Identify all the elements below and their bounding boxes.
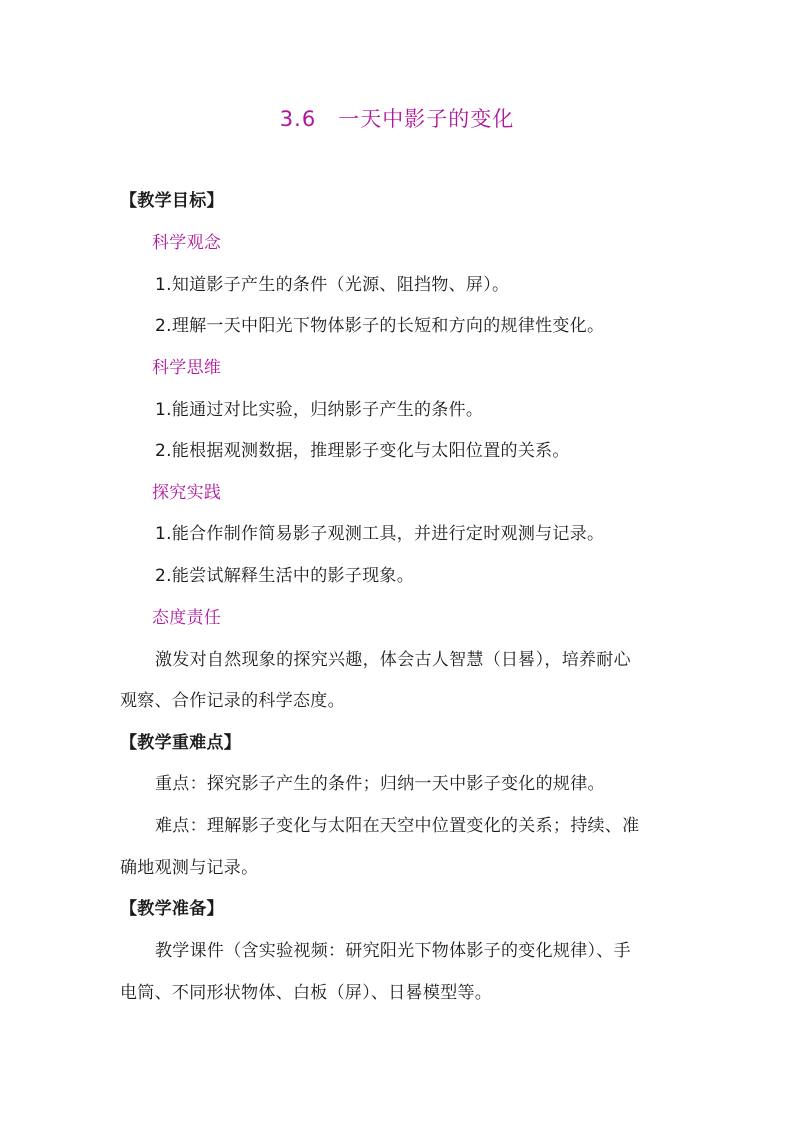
objectives-heading: 【教学目标】 (120, 191, 224, 211)
attitude-text-line-2: 观察、合作记录的科学态度。 (120, 691, 345, 711)
inquiry-practice-item-1: 1.能合作制作简易影子观测工具，并进行定时观测与记录。 (155, 524, 605, 544)
document-title: 3.6 一天中影子的变化 (279, 107, 515, 131)
difficult-point-line-2: 确地观测与记录。 (120, 858, 259, 878)
difficult-point-line-1: 难点：理解影子变化与太阳在天空中位置变化的关系；持续、准 (155, 816, 640, 836)
preparation-line-1: 教学课件（含实验视频：研究阳光下物体影子的变化规律）、手 (155, 941, 631, 961)
science-thinking-item-2: 2.能根据观测数据，推理影子变化与太阳位置的关系。 (155, 441, 570, 461)
science-concept-item-2: 2.理解一天中阳光下物体影子的长短和方向的规律性变化。 (155, 316, 605, 336)
attitude-label: 态度责任 (152, 608, 222, 628)
science-thinking-item-1: 1.能通过对比实验，归纳影子产生的条件。 (155, 400, 484, 420)
key-points-heading: 【教学重难点】 (120, 733, 242, 753)
inquiry-practice-item-2: 2.能尝试解释生活中的影子现象。 (155, 566, 415, 586)
preparation-heading: 【教学准备】 (120, 899, 224, 919)
key-point-text: 重点：探究影子产生的条件；归纳一天中影子变化的规律。 (155, 774, 605, 794)
preparation-line-2: 电筒、不同形状物体、白板（屏）、日晷模型等。 (120, 983, 493, 1003)
science-concept-label: 科学观念 (152, 233, 222, 253)
science-concept-item-1: 1.知道影子产生的条件（光源、阻挡物、屏）。 (155, 275, 510, 295)
attitude-text-line-1: 激发对自然现象的探究兴趣，体会古人智慧（日晷），培养耐心 (155, 650, 631, 670)
inquiry-practice-label: 探究实践 (152, 483, 222, 503)
science-thinking-label: 科学思维 (152, 358, 222, 378)
